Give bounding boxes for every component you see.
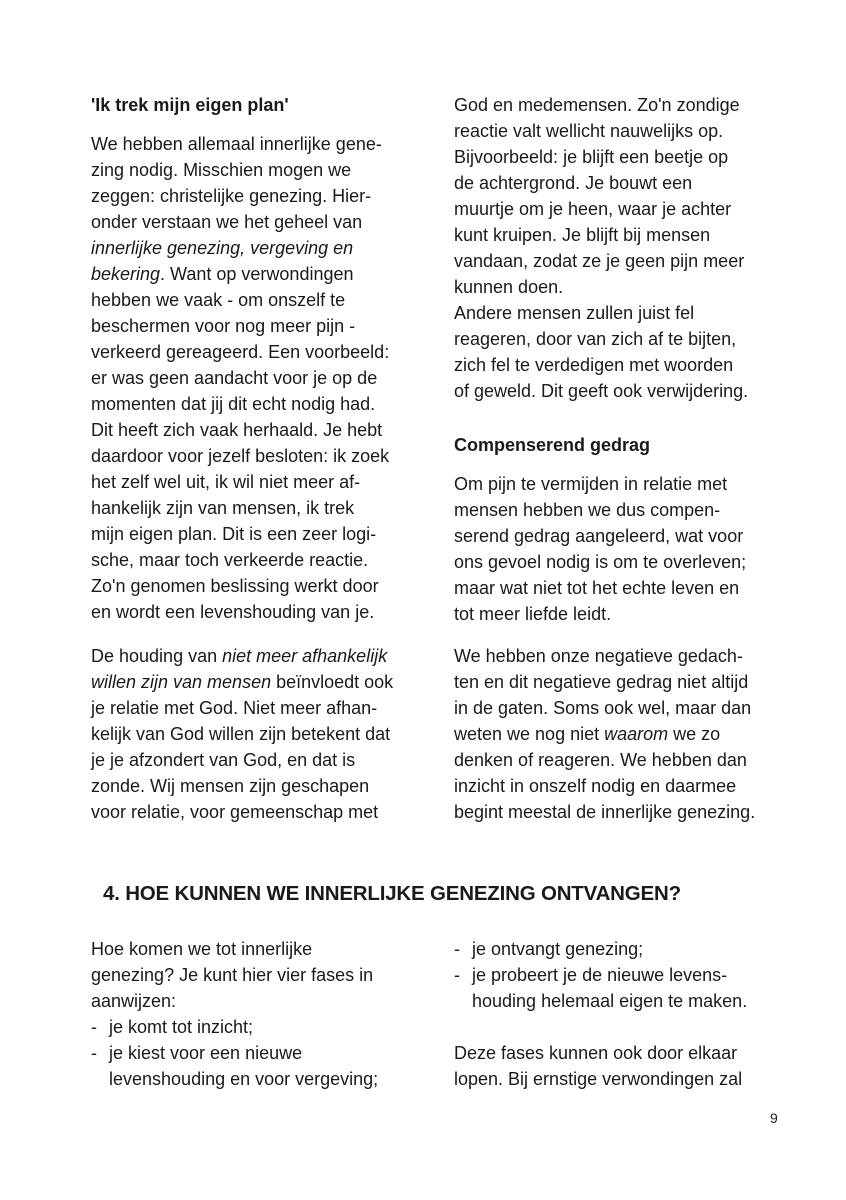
- section-title-compenserend-gedrag: Compenserend gedrag: [454, 435, 651, 455]
- list-item: - je kiest voor een nieuwe: [91, 1043, 303, 1063]
- list-item: - je ontvangt genezing;: [454, 939, 644, 959]
- list-item: - je komt tot inzicht;: [91, 1017, 254, 1037]
- chapter-heading: 4. HOE KUNNEN WE INNERLIJKE GENEZING ONTVANGEN?: [103, 882, 681, 905]
- section-title-eigen-plan: 'Ik trek mijn eigen plan': [91, 95, 289, 115]
- list-item: - je probeert je de nieuwe levens-: [454, 965, 728, 985]
- page-number: 9: [770, 1110, 778, 1126]
